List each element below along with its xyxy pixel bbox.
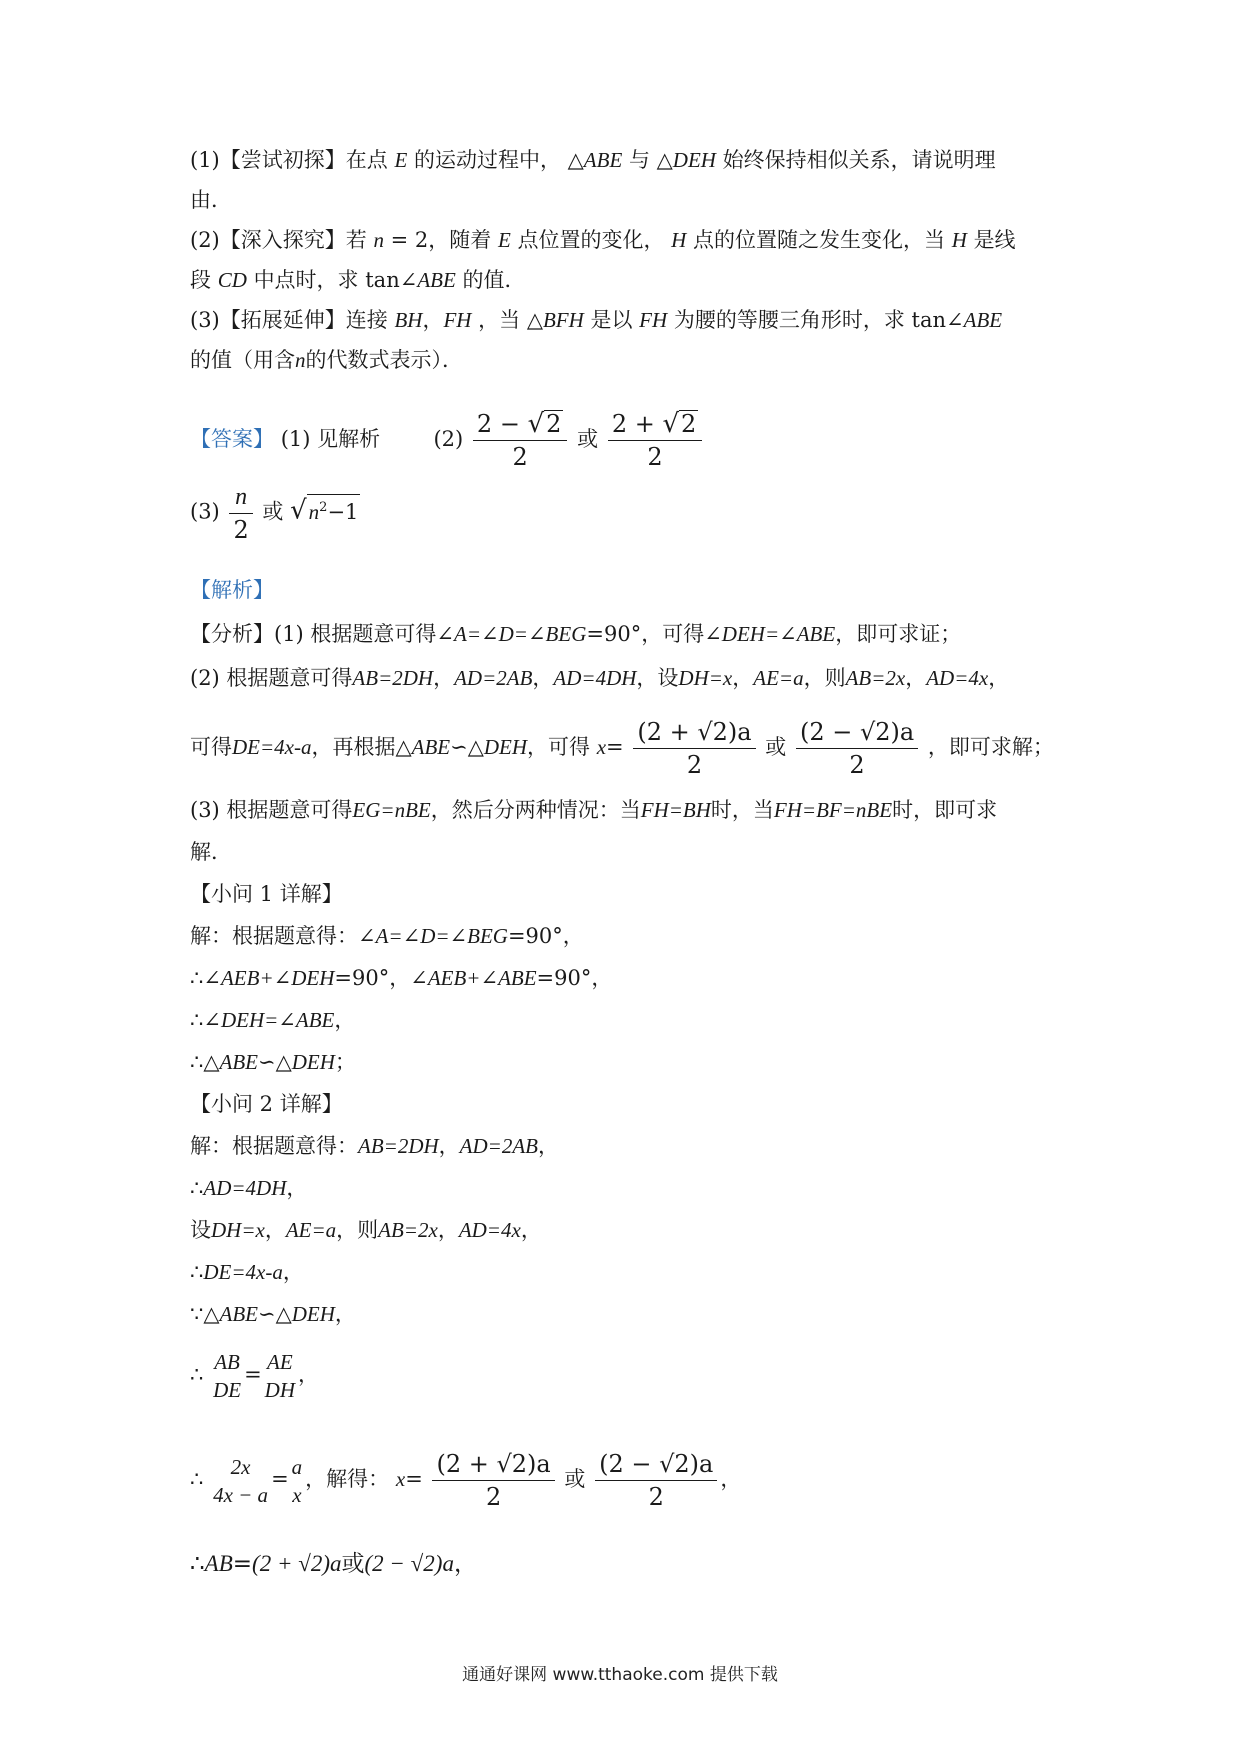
text: 时，当 bbox=[710, 798, 774, 822]
math: FH bbox=[443, 308, 472, 332]
text: ，再根据 bbox=[311, 735, 396, 759]
math: H bbox=[951, 228, 967, 252]
answer-part-2-label: (2) bbox=[433, 427, 464, 451]
answer-frac-2 bbox=[608, 408, 703, 473]
fraction bbox=[265, 1348, 295, 1404]
math: ABE bbox=[417, 268, 456, 292]
math: (2 + √2)a bbox=[252, 1551, 342, 1576]
math: △ABE∽△DEH bbox=[203, 1302, 335, 1326]
text: ， bbox=[433, 666, 455, 690]
math: ABE bbox=[963, 308, 1003, 332]
question-2 bbox=[190, 226, 1016, 254]
denominator: 2 bbox=[647, 443, 663, 471]
denominator: DE bbox=[213, 1378, 242, 1402]
text: ，即可求证； bbox=[835, 622, 962, 646]
text: ， bbox=[334, 1302, 356, 1326]
answer-label: 【答案】 bbox=[190, 427, 274, 451]
numerator: AB bbox=[214, 1350, 240, 1374]
numerator: a bbox=[291, 1454, 303, 1479]
text: 或 bbox=[577, 427, 599, 451]
text: ， bbox=[298, 1362, 320, 1387]
analysis-1 bbox=[190, 620, 961, 648]
radicand: 2 bbox=[681, 410, 697, 438]
text: (2)【深入探究】若 bbox=[190, 228, 367, 252]
fraction bbox=[292, 1453, 303, 1509]
text: ， bbox=[905, 666, 927, 690]
text: =90°， bbox=[507, 924, 584, 948]
math: n bbox=[373, 228, 384, 252]
math: E bbox=[394, 148, 408, 172]
numerator: (2 − √2)a bbox=[595, 1448, 717, 1481]
text: 为腰的等腰三角形时，求 tan∠ bbox=[673, 308, 964, 332]
text: 段 bbox=[190, 268, 211, 292]
math: FH=BH bbox=[640, 798, 711, 822]
text: =90°， bbox=[334, 966, 411, 990]
math: E bbox=[497, 228, 511, 252]
text: ， bbox=[334, 1008, 356, 1032]
text: 的值． bbox=[462, 268, 526, 292]
section-1-heading: 【小问 1 详解】 bbox=[190, 882, 343, 906]
question-1 bbox=[190, 146, 996, 174]
text: 2 + bbox=[611, 410, 655, 438]
math: AB=2x bbox=[378, 1218, 438, 1242]
analysis-4 bbox=[190, 796, 997, 824]
denominator: 2 bbox=[648, 1483, 664, 1511]
text: ， bbox=[264, 1218, 286, 1242]
text: ； bbox=[334, 1050, 356, 1074]
text: ， bbox=[282, 1260, 304, 1284]
text: ∴ bbox=[190, 1260, 204, 1284]
text: −1 bbox=[327, 499, 359, 524]
question-3 bbox=[190, 306, 1002, 334]
text: 始终保持相似关系，请说明理 bbox=[722, 148, 996, 172]
numerator: (2 + √2)a bbox=[633, 716, 755, 749]
math: FH=BF=nBE bbox=[773, 798, 893, 822]
math: AD=4DH bbox=[203, 1176, 287, 1200]
text: = bbox=[606, 735, 624, 759]
text: 或 bbox=[341, 1551, 365, 1577]
math: AB bbox=[204, 1551, 233, 1576]
text: 是以 bbox=[590, 308, 633, 332]
denominator: DH bbox=[264, 1378, 296, 1402]
math: △DEH bbox=[656, 148, 716, 172]
text: ， bbox=[437, 1218, 459, 1242]
numerator: (2 − √2)a bbox=[796, 716, 918, 749]
text: 是线 bbox=[973, 228, 1016, 252]
math: DH=x bbox=[211, 1218, 265, 1242]
jiexi-label: 【解析】 bbox=[190, 578, 274, 602]
math: AD=4x bbox=[926, 666, 989, 690]
fraction bbox=[432, 1448, 554, 1513]
math: AE=a bbox=[753, 666, 804, 690]
text: ， bbox=[286, 1176, 308, 1200]
s2-line-7 bbox=[190, 1448, 741, 1513]
math: △BFH bbox=[526, 308, 584, 332]
fraction bbox=[213, 1348, 241, 1404]
text: 解：根据题意得： bbox=[190, 924, 358, 948]
answer-line-2 bbox=[190, 480, 360, 546]
s2-line-5 bbox=[190, 1300, 356, 1328]
answer-line-1 bbox=[190, 408, 705, 473]
math: (2 − √2)a bbox=[364, 1551, 454, 1576]
text: ，则 bbox=[803, 666, 846, 690]
analysis-4-cont: 解． bbox=[190, 840, 232, 864]
text: ， bbox=[538, 1134, 559, 1158]
math: AB=2DH bbox=[352, 666, 434, 690]
s2-line-8 bbox=[190, 1550, 477, 1578]
math: △ABE∽△DEH bbox=[395, 735, 528, 759]
sqrt-icon: √ bbox=[290, 495, 307, 526]
text: 解：根据题意得： bbox=[190, 1134, 358, 1158]
footer-source: 通通好课网 www.tthaoke.com 提供下载 bbox=[462, 1665, 778, 1685]
text: ∴ bbox=[190, 1050, 204, 1074]
text: 与 bbox=[628, 148, 650, 172]
numerator: 2x bbox=[230, 1454, 251, 1479]
text: =90°， bbox=[536, 966, 613, 990]
math: ∠AEB+∠DEH bbox=[203, 966, 335, 990]
math: DE=4x-a bbox=[203, 1260, 283, 1284]
text: ∴ bbox=[190, 1176, 204, 1200]
text: ∴ bbox=[190, 1467, 204, 1491]
math: H bbox=[671, 228, 687, 252]
text: ，即可求解； bbox=[927, 735, 1054, 759]
superscript: 2 bbox=[319, 499, 328, 515]
text: 时，即可求 bbox=[892, 798, 998, 822]
text: 可得 bbox=[190, 735, 232, 759]
math: AB=2x bbox=[845, 666, 906, 690]
math: x bbox=[596, 735, 607, 759]
radicand bbox=[307, 494, 361, 525]
analysis-frac-1 bbox=[633, 716, 755, 781]
text: 的值（用含 bbox=[190, 348, 295, 372]
text: ，则 bbox=[336, 1218, 379, 1242]
math: ∠AEB+∠ABE bbox=[410, 966, 537, 990]
text: 2 − bbox=[476, 410, 520, 438]
text: ，当 bbox=[478, 308, 521, 332]
text: (2) 根据题意可得 bbox=[190, 666, 353, 690]
answer-frac-3 bbox=[229, 480, 252, 546]
text: ，可得 bbox=[527, 735, 591, 759]
s2-line-6 bbox=[190, 1348, 319, 1404]
text: ∴ bbox=[190, 1008, 204, 1032]
analysis-3 bbox=[190, 716, 1054, 781]
text: (1)【尝试初探】在点 bbox=[190, 148, 388, 172]
math: CD bbox=[217, 268, 247, 292]
sqrt-icon: √ bbox=[527, 409, 545, 439]
text: ， bbox=[520, 1218, 542, 1242]
text: = bbox=[244, 1362, 262, 1387]
sqrt-icon: √ bbox=[662, 409, 680, 439]
text: 设 bbox=[190, 1218, 211, 1242]
text: =90°，可得 bbox=[586, 622, 705, 646]
text: 点位置的变化， bbox=[517, 228, 665, 252]
question-3-cont bbox=[190, 346, 463, 374]
text: ∴ bbox=[190, 1362, 204, 1387]
text: 或 bbox=[262, 499, 284, 524]
numerator bbox=[473, 408, 568, 441]
s2-line-3 bbox=[190, 1216, 542, 1244]
text: (3) 根据题意可得 bbox=[190, 798, 353, 822]
math: ∠DEH=∠ABE bbox=[704, 622, 836, 646]
text: = bbox=[405, 1467, 423, 1491]
text: ∵ bbox=[190, 1302, 204, 1326]
text: ， bbox=[438, 1134, 460, 1158]
math: △ABE bbox=[567, 148, 623, 172]
analysis-2 bbox=[190, 664, 1009, 692]
denominator: 2 bbox=[686, 751, 703, 779]
math: DH=x bbox=[678, 666, 733, 690]
math: △ABE∽△DEH bbox=[203, 1050, 335, 1074]
text: (3)【拓展延伸】连接 bbox=[190, 308, 388, 332]
math: x bbox=[395, 1467, 406, 1491]
text: = bbox=[232, 1551, 253, 1577]
text: ∴ bbox=[190, 966, 204, 990]
text: 点的位置随之发生变化，当 bbox=[693, 228, 946, 252]
s1-line-4 bbox=[190, 1048, 356, 1076]
text: 的代数式表示）． bbox=[305, 348, 463, 372]
math: AE=a bbox=[285, 1218, 337, 1242]
math: AD=4x bbox=[458, 1218, 521, 1242]
radicand: 2 bbox=[546, 410, 562, 438]
math: FH bbox=[639, 308, 668, 332]
fraction bbox=[213, 1453, 268, 1509]
numerator bbox=[229, 480, 252, 514]
denominator: x bbox=[292, 1482, 302, 1507]
text: = 2，随着 bbox=[390, 228, 492, 252]
question-1-cont: 由． bbox=[190, 188, 232, 212]
text: ， bbox=[453, 1551, 477, 1577]
math: EG=nBE bbox=[352, 798, 431, 822]
numerator bbox=[608, 408, 703, 441]
text: = bbox=[271, 1467, 289, 1491]
section-2-heading: 【小问 2 详解】 bbox=[190, 1092, 343, 1116]
denominator: 4x − a bbox=[213, 1482, 269, 1507]
denominator: 2 bbox=[849, 751, 865, 779]
s1-line-2 bbox=[190, 964, 612, 992]
text: ， bbox=[720, 1467, 742, 1491]
math: AB=2DH bbox=[358, 1134, 439, 1158]
math: AD=2AB bbox=[454, 666, 533, 690]
math: DE=4x-a bbox=[232, 735, 312, 759]
answer-part-1: (1) 见解析 bbox=[280, 427, 381, 451]
math: n bbox=[295, 348, 306, 372]
question-2-cont bbox=[190, 266, 526, 294]
math: AD=4DH bbox=[553, 666, 637, 690]
s2-line-4 bbox=[190, 1258, 304, 1286]
text: ，解得： bbox=[305, 1467, 390, 1491]
text: ，设 bbox=[636, 666, 679, 690]
s2-line-2 bbox=[190, 1174, 307, 1202]
math: ∠A=∠D=∠BEG bbox=[358, 924, 508, 948]
denominator: 2 bbox=[233, 516, 249, 544]
fraction bbox=[595, 1448, 717, 1513]
math: BH bbox=[394, 308, 423, 332]
text: 中点时，求 tan∠ bbox=[253, 268, 418, 292]
text: 的运动过程中， bbox=[413, 148, 561, 172]
answer-part-3-label: (3) bbox=[190, 499, 220, 524]
answer-frac-1 bbox=[473, 408, 568, 473]
text: 或 bbox=[765, 735, 787, 759]
s2-line-1 bbox=[190, 1132, 559, 1160]
s1-line-1 bbox=[190, 922, 584, 950]
denominator: 2 bbox=[512, 443, 528, 471]
text: ， bbox=[732, 666, 754, 690]
text: ， bbox=[422, 308, 444, 332]
numerator: (2 + √2)a bbox=[432, 1448, 554, 1481]
numerator: AE bbox=[267, 1350, 293, 1374]
text: ∴ bbox=[190, 1551, 205, 1577]
math: ∠A=∠D=∠BEG bbox=[436, 622, 587, 646]
analysis-frac-2 bbox=[796, 716, 918, 781]
text: ，然后分两种情况：当 bbox=[430, 798, 641, 822]
math: ∠DEH=∠ABE bbox=[203, 1008, 335, 1032]
text: 或 bbox=[564, 1467, 586, 1491]
math: n bbox=[235, 484, 248, 510]
text: ， bbox=[988, 666, 1010, 690]
math: AD=2AB bbox=[459, 1134, 538, 1158]
denominator: 2 bbox=[485, 1483, 502, 1511]
math: n bbox=[308, 499, 320, 524]
text: 【分析】(1) 根据题意可得 bbox=[190, 622, 437, 646]
s1-line-3 bbox=[190, 1006, 355, 1034]
text: ， bbox=[532, 666, 554, 690]
